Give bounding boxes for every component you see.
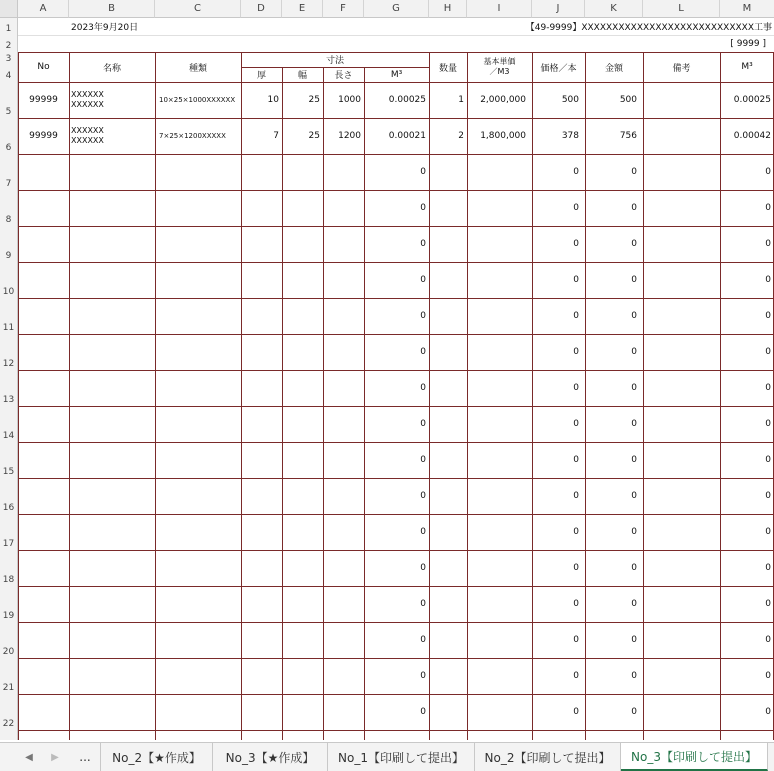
row13-j-value[interactable]: 0 (573, 383, 579, 393)
row7-j-value[interactable]: 0 (573, 167, 579, 177)
row-header-22[interactable]: 22 (0, 694, 18, 730)
header-thickness: 厚 (256, 71, 266, 81)
column-border (467, 52, 468, 740)
row-header-17[interactable]: 17 (0, 514, 18, 550)
row-border (18, 658, 774, 659)
row11-m-value[interactable]: 0 (765, 311, 771, 321)
row7-m-value[interactable]: 0 (765, 167, 771, 177)
row19-g-value[interactable]: 0 (420, 599, 426, 609)
row-header-9[interactable]: 9 (0, 226, 18, 262)
column-header-b[interactable]: B (69, 0, 155, 18)
column-border (155, 52, 156, 740)
row19-m-value[interactable]: 0 (765, 599, 771, 609)
row16-m-value[interactable]: 0 (765, 491, 771, 501)
row-border (18, 586, 774, 587)
header-total-volume: M³ (741, 62, 753, 72)
row11-g-value[interactable]: 0 (420, 311, 426, 321)
row19-j-value[interactable]: 0 (573, 599, 579, 609)
row13-m-value[interactable]: 0 (765, 383, 771, 393)
header-width: 幅 (297, 71, 307, 81)
row-border (18, 550, 774, 551)
header-unit-price-line2: ／M3 (489, 67, 510, 76)
row22-j-value[interactable]: 0 (573, 707, 579, 717)
header-length: 長さ (334, 71, 353, 81)
row-header-1[interactable]: 1 (0, 18, 18, 35)
row2-volume[interactable]: 0.00021 (388, 131, 426, 141)
row17-g-value[interactable]: 0 (420, 527, 426, 537)
row-header-19[interactable]: 19 (0, 586, 18, 622)
row20-k-value[interactable]: 0 (631, 635, 637, 645)
row8-g-value[interactable]: 0 (420, 203, 426, 213)
row13-g-value[interactable]: 0 (420, 383, 426, 393)
column-header-h[interactable]: H (429, 0, 467, 18)
column-border (364, 67, 365, 740)
row15-m-value[interactable]: 0 (765, 455, 771, 465)
column-header-a[interactable]: A (18, 0, 69, 18)
row-border (18, 118, 774, 119)
row12-m-value[interactable]: 0 (765, 347, 771, 357)
row1-name-line1: XXXXXX (71, 90, 104, 99)
column-header-i[interactable]: I (467, 0, 532, 18)
header-kind: 種類 (188, 63, 207, 74)
row10-g-value[interactable]: 0 (420, 275, 426, 285)
row-border (18, 334, 774, 335)
tab-no2-print[interactable]: No_2【印刷して提出】 (475, 743, 621, 771)
report-date: 2023年9月20日 (71, 23, 139, 33)
row12-k-value[interactable]: 0 (631, 347, 637, 357)
row2-no[interactable]: 99999 (29, 131, 58, 141)
row20-g-value[interactable]: 0 (420, 635, 426, 645)
row2-unit-price[interactable]: 1,800,000 (480, 131, 526, 141)
row-border (18, 478, 774, 479)
row2-total-volume[interactable]: 0.00042 (733, 131, 771, 141)
row2-name-line2: XXXXXX (71, 136, 104, 145)
column-border (323, 67, 324, 740)
row13-k-value[interactable]: 0 (631, 383, 637, 393)
sheet-tab-bar (0, 742, 774, 771)
row14-k-value[interactable]: 0 (631, 419, 637, 429)
row-header-16[interactable]: 16 (0, 478, 18, 514)
row8-j-value[interactable]: 0 (573, 203, 579, 213)
row1-total-volume[interactable]: 0.00025 (733, 95, 771, 105)
row14-g-value[interactable]: 0 (420, 419, 426, 429)
row11-j-value[interactable]: 0 (573, 311, 579, 321)
row-border (18, 226, 774, 227)
row2-length[interactable]: 1200 (338, 131, 361, 141)
row7-k-value[interactable]: 0 (631, 167, 637, 177)
row1-name-line2: XXXXXX (71, 100, 104, 109)
row7-g-value[interactable]: 0 (420, 167, 426, 177)
tab-no1-print[interactable]: No_1【印刷して提出】 (328, 743, 475, 771)
row21-j-value[interactable]: 0 (573, 671, 579, 681)
row-header-5[interactable]: 5 (0, 82, 18, 118)
row9-k-value[interactable]: 0 (631, 239, 637, 249)
tab-more-button[interactable]: ... (79, 750, 91, 764)
header-remarks: 備考 (672, 63, 691, 74)
row-header-7[interactable]: 7 (0, 154, 18, 190)
row18-k-value[interactable]: 0 (631, 563, 637, 573)
row-border (18, 370, 774, 371)
row1-amount[interactable]: 500 (619, 95, 637, 105)
column-border (720, 52, 721, 740)
tab-no3-print[interactable]: No_3【印刷して提出】 (621, 743, 768, 771)
row-border (18, 262, 774, 263)
column-header-g[interactable]: G (364, 0, 429, 18)
header-quantity: 数量 (438, 63, 457, 74)
row21-k-value[interactable]: 0 (631, 671, 637, 681)
row10-m-value[interactable]: 0 (765, 275, 771, 285)
row16-k-value[interactable]: 0 (631, 491, 637, 501)
row-header-4[interactable]: 4 (0, 65, 18, 82)
row18-g-value[interactable]: 0 (420, 563, 426, 573)
row22-k-value[interactable]: 0 (631, 707, 637, 717)
column-header-j[interactable]: J (532, 0, 585, 18)
row1-length[interactable]: 1000 (338, 95, 361, 105)
row2-price-per[interactable]: 378 (561, 131, 579, 141)
row14-m-value[interactable]: 0 (765, 419, 771, 429)
row14-j-value[interactable]: 0 (573, 419, 579, 429)
header-dimensions: 寸法 (325, 56, 344, 66)
row-border (18, 730, 774, 731)
row1-width[interactable]: 25 (308, 95, 320, 105)
row1-name[interactable] (69, 82, 155, 118)
row8-m-value[interactable]: 0 (765, 203, 771, 213)
row17-k-value[interactable]: 0 (631, 527, 637, 537)
row-header-18[interactable]: 18 (0, 550, 18, 586)
header-no: No (37, 62, 50, 72)
column-border (429, 52, 430, 740)
row2-kind[interactable]: 7×25×1200XXXXX (159, 132, 226, 140)
row10-k-value[interactable]: 0 (631, 275, 637, 285)
column-border (69, 52, 70, 740)
row11-k-value[interactable]: 0 (631, 311, 637, 321)
column-header-c[interactable]: C (155, 0, 241, 18)
header-name: 名称 (102, 63, 121, 74)
header-unit-price (467, 52, 532, 82)
row1-price-per[interactable]: 500 (561, 95, 579, 105)
column-header-d[interactable]: D (241, 0, 282, 18)
row-header-8[interactable]: 8 (0, 190, 18, 226)
row-border (18, 190, 774, 191)
project-title: 【49-9999】XXXXXXXXXXXXXXXXXXXXXXXXXXXX工事 (525, 23, 772, 33)
row1-thickness[interactable]: 10 (267, 95, 279, 105)
row-border (18, 154, 774, 155)
header-volume: M³ (390, 69, 403, 80)
row2-width[interactable]: 25 (308, 131, 320, 141)
row-header-11[interactable]: 11 (0, 298, 18, 334)
row21-m-value[interactable]: 0 (765, 671, 771, 681)
row1-no[interactable]: 99999 (29, 95, 58, 105)
row-header-10[interactable]: 10 (0, 262, 18, 298)
row2-name-line1: XXXXXX (71, 126, 104, 135)
header-amount: 金額 (604, 63, 623, 74)
row16-g-value[interactable]: 0 (420, 491, 426, 501)
row-header-14[interactable]: 14 (0, 406, 18, 442)
row-border (18, 52, 774, 53)
column-border (18, 52, 19, 740)
column-border (241, 52, 242, 740)
row18-m-value[interactable]: 0 (765, 563, 771, 573)
header-unit-price-line1: 基本単価 (483, 57, 516, 66)
row-border (18, 514, 774, 515)
row22-m-value[interactable]: 0 (765, 707, 771, 717)
row2-amount[interactable]: 756 (619, 131, 637, 141)
tab-no2-create[interactable]: No_2【★作成】 (100, 743, 213, 771)
column-border (282, 67, 283, 740)
select-all-corner[interactable] (0, 0, 18, 18)
row17-j-value[interactable]: 0 (573, 527, 579, 537)
row20-m-value[interactable]: 0 (765, 635, 771, 645)
column-header-l[interactable]: L (643, 0, 720, 18)
dimension-subheader-border (241, 67, 429, 68)
row2-remarks[interactable] (643, 118, 720, 154)
row-border (18, 622, 774, 623)
row-border (18, 406, 774, 407)
row12-j-value[interactable]: 0 (573, 347, 579, 357)
row9-g-value[interactable]: 0 (420, 239, 426, 249)
row9-m-value[interactable]: 0 (765, 239, 771, 249)
row-header-2[interactable]: 2 (0, 35, 18, 52)
column-header-m[interactable]: M (720, 0, 774, 18)
row-header-21[interactable]: 21 (0, 658, 18, 694)
column-header-k[interactable]: K (585, 0, 643, 18)
row-header-23[interactable] (0, 730, 18, 740)
column-border (643, 52, 644, 740)
row12-g-value[interactable]: 0 (420, 347, 426, 357)
row15-k-value[interactable]: 0 (631, 455, 637, 465)
row20-j-value[interactable]: 0 (573, 635, 579, 645)
row-border (18, 298, 774, 299)
row22-g-value[interactable]: 0 (420, 707, 426, 717)
column-header-e[interactable]: E (282, 0, 323, 18)
row9-j-value[interactable]: 0 (573, 239, 579, 249)
tab-prev-icon[interactable]: ◀ (25, 751, 33, 763)
row16-j-value[interactable]: 0 (573, 491, 579, 501)
column-border (532, 52, 533, 740)
row1-unit-price[interactable]: 2,000,000 (480, 95, 526, 105)
row-header-20[interactable]: 20 (0, 622, 18, 658)
row18-j-value[interactable]: 0 (573, 563, 579, 573)
row-header-3[interactable]: 3 (0, 52, 18, 65)
row8-k-value[interactable]: 0 (631, 203, 637, 213)
row1-remarks[interactable] (643, 82, 720, 118)
column-header-f[interactable]: F (323, 0, 364, 18)
row2-quantity[interactable]: 2 (458, 131, 464, 141)
tab-next-icon[interactable]: ▶ (51, 751, 59, 763)
column-border (585, 52, 586, 740)
row1-volume[interactable]: 0.00025 (388, 95, 426, 105)
row15-j-value[interactable]: 0 (573, 455, 579, 465)
row21-g-value[interactable]: 0 (420, 671, 426, 681)
row-border (18, 442, 774, 443)
row-border (18, 82, 774, 83)
row-header-15[interactable]: 15 (0, 442, 18, 478)
row19-k-value[interactable]: 0 (631, 599, 637, 609)
row-border (18, 694, 774, 695)
row15-g-value[interactable]: 0 (420, 455, 426, 465)
header-price-per: 価格／本 (540, 63, 577, 74)
row-header-13[interactable]: 13 (0, 370, 18, 406)
row-header-6[interactable]: 6 (0, 118, 18, 154)
tab-no3-create[interactable]: No_3【★作成】 (213, 743, 328, 771)
row2-name[interactable] (69, 118, 155, 154)
row-header-12[interactable]: 12 (0, 334, 18, 370)
row17-m-value[interactable]: 0 (765, 527, 771, 537)
row-divider (18, 35, 774, 36)
project-code: [ 9999 ] (730, 38, 766, 49)
row1-quantity[interactable]: 1 (458, 95, 464, 105)
row2-thickness[interactable]: 7 (273, 131, 279, 141)
row1-kind[interactable]: 10×25×1000XXXXXX (159, 96, 236, 104)
row10-j-value[interactable]: 0 (573, 275, 579, 285)
